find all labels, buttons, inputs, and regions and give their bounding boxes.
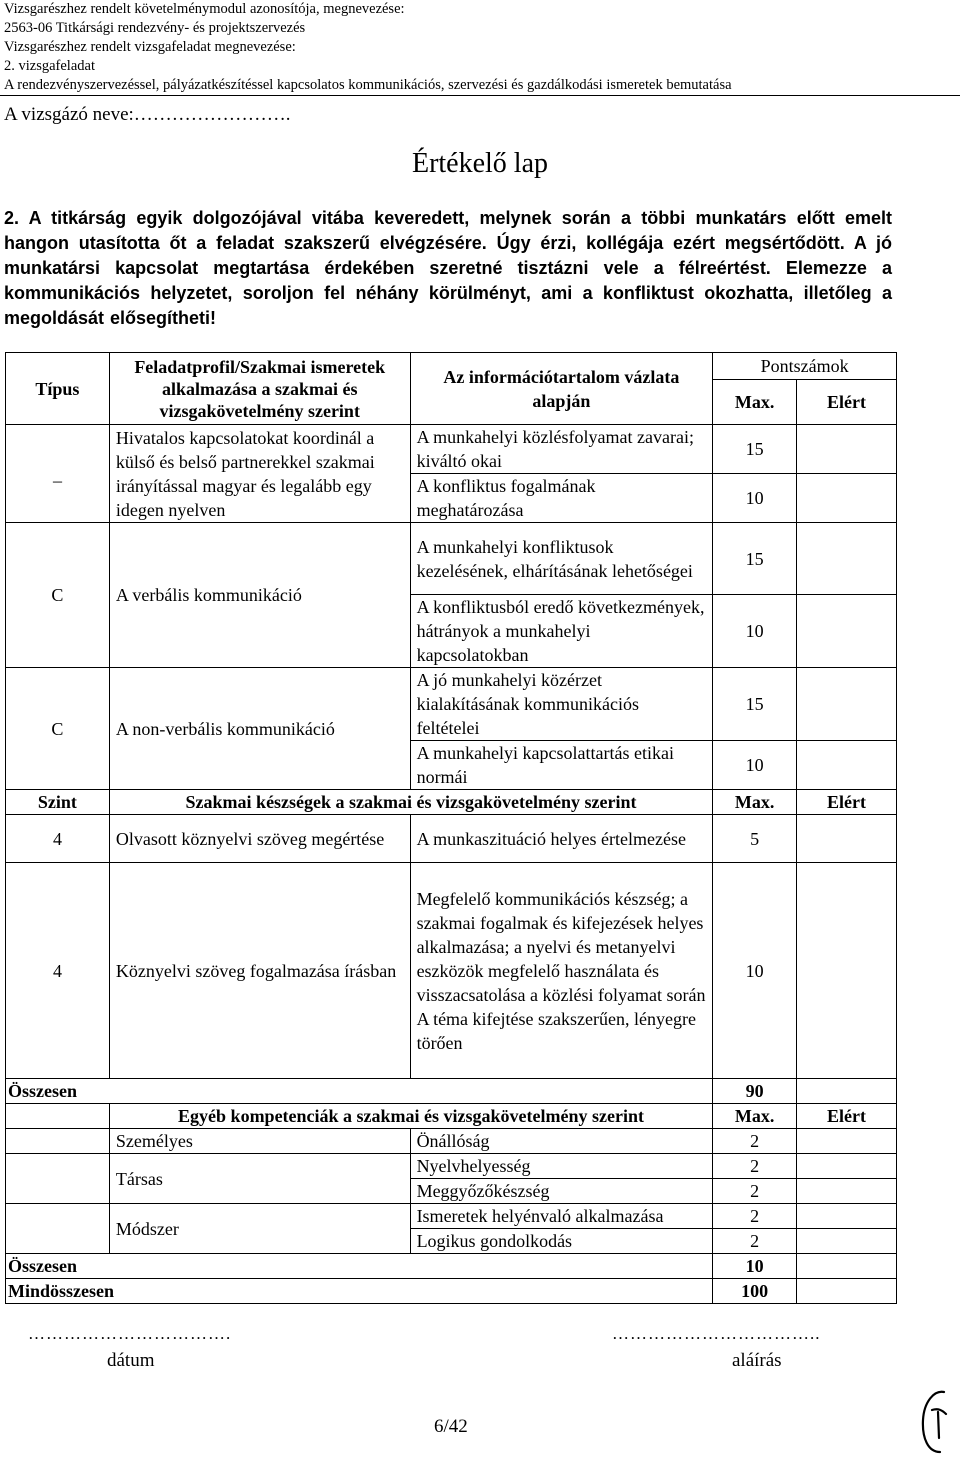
competency-category: Társas	[109, 1154, 410, 1204]
achieved-score-cell[interactable]	[797, 668, 897, 741]
header-line-3: Vizsgarészhez rendelt vizsgafeladat megnevezése:	[4, 39, 296, 55]
col-header-info-content: Az információtartalom vázlata alapján	[410, 353, 713, 425]
skills-header-title: Szakmai készségek a szakmai és vizsgakövetelmény szerint	[109, 790, 712, 815]
col-header-type: Típus	[6, 353, 110, 425]
max-score-cell: 15	[713, 425, 797, 474]
achieved-score-cell[interactable]	[797, 815, 897, 863]
achieved-score-cell[interactable]	[797, 474, 897, 523]
skill-name-cell: Köznyelvi szöveg fogalmazása írásban	[109, 863, 410, 1079]
achieved-score-cell[interactable]	[797, 741, 897, 790]
skill-info-cell: A munkaszituáció helyes értelmezése	[410, 815, 713, 863]
info-cell: A jó munkahelyi közérzet kialakításának kommunikációs feltételei	[410, 668, 713, 741]
subtotal-value: 10	[713, 1254, 797, 1279]
competency-category: Módszer	[109, 1204, 410, 1254]
max-score-cell: 10	[713, 741, 797, 790]
achieved-score-cell[interactable]	[797, 595, 897, 668]
skill-level-cell: 4	[6, 863, 110, 1079]
max-score-cell: 2	[713, 1129, 797, 1154]
achieved-score-cell[interactable]	[797, 523, 897, 595]
col-header-task-profile: Feladatprofil/Szakmai ismeretek alkalmazása a szakmai és vizsgakövetelmény szerint	[109, 353, 410, 425]
achieved-score-cell[interactable]	[797, 1204, 897, 1229]
competency-name: Önállóság	[410, 1129, 713, 1154]
header-line-4: 2. vizsgafeladat	[4, 58, 95, 74]
achieved-score-cell[interactable]	[797, 1254, 897, 1279]
max-score-cell: 2	[713, 1179, 797, 1204]
header-divider	[0, 95, 960, 96]
max-score-cell: 15	[713, 668, 797, 741]
handwritten-signature-mark	[918, 1388, 952, 1456]
subtotal-value: 90	[713, 1079, 797, 1104]
competency-name: Nyelvhelyesség	[410, 1154, 713, 1179]
achieved-score-cell[interactable]	[797, 1179, 897, 1204]
grand-total-value: 100	[713, 1279, 797, 1304]
date-line[interactable]: …………………………….	[28, 1324, 232, 1343]
other-header-achieved: Elért	[797, 1104, 897, 1129]
document-header	[4, 0, 954, 95]
info-cell: A munkahelyi kapcsolattartás etikai normái	[410, 741, 713, 790]
max-score-cell: 10	[713, 474, 797, 523]
header-line-2: 2563-06 Titkársági rendezvény- és projektszervezés	[4, 20, 306, 36]
achieved-score-cell[interactable]	[797, 1229, 897, 1254]
achieved-score-cell[interactable]	[797, 425, 897, 474]
other-competencies-header: Egyéb kompetenciák a szakmai és vizsgakövetelmény szerint	[109, 1104, 712, 1129]
max-score-cell: 2	[713, 1204, 797, 1229]
other-header-max: Max.	[713, 1104, 797, 1129]
col-header-achieved: Elért	[797, 380, 897, 425]
evaluation-table	[5, 352, 897, 1304]
max-score-cell: 2	[713, 1154, 797, 1179]
max-score-cell: 5	[713, 815, 797, 863]
task-description: 2. A titkárság egyik dolgozójával vitába keveredett, melynek során a többi munkatárs előtt emelt hangon utasította őt a feladat szakszerű elvégzésére. Úgy érzi, kollégája ezért megsértődött. A jó munkatársi kapcsolat megtartása érdekében szeretné tisztázni vele a félreértést. Elemezze a kommunikációs helyzetet, soroljon fel néhány körülményt, ami a konfliktust okozhatta, illetőleg a megoldását elősegítheti!	[4, 208, 892, 328]
grand-total-label: Mindösszesen	[6, 1279, 713, 1304]
skill-info-cell: Megfelelő kommunikációs készség; a szakmai fogalmak és kifejezések helyes alkalmazása; a nyelvi és metanyelvi eszközök megfelelő használata és visszacsatolása a közlési folyamat során A téma kifejtése szakszerűen, lényegre törően	[410, 863, 713, 1079]
achieved-score-cell[interactable]	[797, 1279, 897, 1304]
max-score-cell: 10	[713, 863, 797, 1079]
skills-header-level: Szint	[6, 790, 110, 815]
examinee-name-field: A vizsgázó neve:…………………….	[4, 104, 291, 125]
max-score-cell: 10	[713, 595, 797, 668]
date-label: dátum	[107, 1350, 155, 1371]
info-cell: A munkahelyi közlésfolyamat zavarai; kiváltó okai	[410, 425, 713, 474]
task-profile-cell: A verbális kommunikáció	[109, 523, 410, 668]
signature-label: aláírás	[732, 1350, 782, 1371]
max-score-cell: 2	[713, 1229, 797, 1254]
type-cell: C	[6, 523, 110, 668]
competency-category: Személyes	[109, 1129, 410, 1154]
header-line-5: A rendezvényszervezéssel, pályázatkészítéssel kapcsolatos kommunikációs, szervezési és gazdálkodási ismeretek bemutatása	[4, 77, 732, 93]
info-cell: A konfliktus fogalmának meghatározása	[410, 474, 713, 523]
achieved-score-cell[interactable]	[797, 1079, 897, 1104]
col-header-max: Max.	[713, 380, 797, 425]
task-profile-cell: A non-verbális kommunikáció	[109, 668, 410, 790]
page-title: Értékelő lap	[411, 148, 549, 179]
achieved-score-cell[interactable]	[797, 1129, 897, 1154]
header-line-1: Vizsgarészhez rendelt követelménymodul azonosítója, megnevezése:	[4, 1, 405, 17]
type-cell: C	[6, 668, 110, 790]
competency-name: Meggyőzőkészség	[410, 1179, 713, 1204]
skills-header-achieved: Elért	[797, 790, 897, 815]
competency-name: Ismeretek helyénvaló alkalmazása	[410, 1204, 713, 1229]
page-number: 6/42	[434, 1416, 468, 1437]
max-score-cell: 15	[713, 523, 797, 595]
skill-name-cell: Olvasott köznyelvi szöveg megértése	[109, 815, 410, 863]
achieved-score-cell[interactable]	[797, 1154, 897, 1179]
skill-level-cell: 4	[6, 815, 110, 863]
info-cell: A konfliktusból eredő következmények, hátrányok a munkahelyi kapcsolatokban	[410, 595, 713, 668]
skills-header-max: Max.	[713, 790, 797, 815]
type-cell: _	[6, 425, 110, 523]
task-profile-cell: Hivatalos kapcsolatokat koordinál a külső és belső partnerekkel szakmai irányítással magyar és legalább egy idegen nyelven	[109, 425, 410, 523]
signature-line[interactable]: ……………………………..	[612, 1324, 821, 1343]
col-header-scores: Pontszámok	[713, 353, 897, 380]
achieved-score-cell[interactable]	[797, 863, 897, 1079]
subtotal-label: Összesen	[6, 1079, 713, 1104]
info-cell: A munkahelyi konfliktusok kezelésének, elhárításának lehetőségei	[410, 523, 713, 595]
subtotal-label: Összesen	[6, 1254, 713, 1279]
competency-name: Logikus gondolkodás	[410, 1229, 713, 1254]
